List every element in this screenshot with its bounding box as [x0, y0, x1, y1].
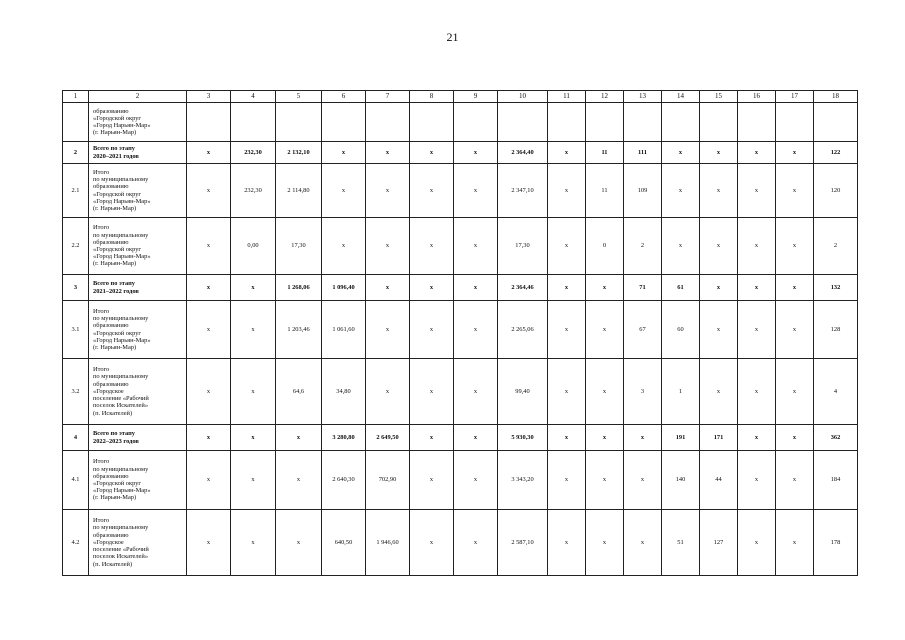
table-cell: [776, 103, 814, 142]
table-cell: 1 268,06: [276, 275, 322, 301]
table-cell: 109: [624, 164, 662, 218]
table-cell: 4: [63, 425, 89, 451]
table-cell: [814, 103, 858, 142]
table-row: [63, 103, 858, 142]
table-cell: 3 280,80: [322, 425, 366, 451]
table-cell: 1: [662, 359, 700, 425]
column-number-6: 6: [322, 91, 366, 103]
row-name-cell: образованию «Городской округ «Город Нарьян-Мар» (г. Нарьян-Мар): [89, 103, 187, 142]
table-cell: х: [454, 275, 498, 301]
table-cell: 34,80: [322, 359, 366, 425]
table-cell: 127: [700, 510, 738, 576]
row-name-cell: Итого по муниципальному образованию «Городской округ «Город Нарьян-Мар» (г. Нарьян-Мар): [89, 451, 187, 510]
table-cell: х: [586, 510, 624, 576]
table-cell: 61: [662, 275, 700, 301]
table-cell: 0: [586, 218, 624, 275]
table-cell: 2 347,10: [498, 164, 548, 218]
table-cell: 3: [63, 275, 89, 301]
table-cell: х: [322, 164, 366, 218]
table-cell: [322, 103, 366, 142]
table-cell: 2: [624, 218, 662, 275]
table-row: [63, 275, 858, 301]
table-cell: х: [231, 359, 276, 425]
table-cell: 2 364,46: [498, 275, 548, 301]
table-cell: х: [366, 359, 410, 425]
table-cell: 2.2: [63, 218, 89, 275]
table-cell: [586, 103, 624, 142]
table-cell: х: [586, 301, 624, 359]
table-cell: 2 640,30: [322, 451, 366, 510]
table-cell: 362: [814, 425, 858, 451]
row-name-cell: Итого по муниципальному образованию «Городское поселение «Рабочий поселок Искателей» (п. Искателей): [89, 359, 187, 425]
table-cell: х: [454, 451, 498, 510]
table-cell: [662, 103, 700, 142]
table-cell: 11: [586, 164, 624, 218]
table-cell: х: [776, 510, 814, 576]
table-cell: х: [454, 301, 498, 359]
table-cell: х: [231, 301, 276, 359]
column-number-10: 10: [498, 91, 548, 103]
table-cell: х: [187, 218, 231, 275]
table-cell: 64,6: [276, 359, 322, 425]
table-cell: х: [776, 451, 814, 510]
table-cell: 17,30: [498, 218, 548, 275]
table-cell: 702,90: [366, 451, 410, 510]
table-cell: х: [776, 301, 814, 359]
table-cell: [700, 103, 738, 142]
column-number-7: 7: [366, 91, 410, 103]
table-cell: 51: [662, 510, 700, 576]
table-cell: [63, 103, 89, 142]
table-cell: 140: [662, 451, 700, 510]
table-cell: х: [700, 142, 738, 164]
row-name-cell: Итого по муниципальному образованию «Городское поселение «Рабочий поселок Искателей» (п. Искателей): [89, 510, 187, 576]
column-number-16: 16: [738, 91, 776, 103]
table-row: [63, 359, 858, 425]
table-cell: х: [738, 275, 776, 301]
column-number-8: 8: [410, 91, 454, 103]
page-number: 21: [446, 30, 459, 44]
table-cell: 2: [63, 142, 89, 164]
table-cell: х: [700, 359, 738, 425]
row-name-cell: Итого по муниципальному образованию «Городской округ «Город Нарьян-Мар» (г. Нарьян-Мар): [89, 164, 187, 218]
table-cell: 178: [814, 510, 858, 576]
table-cell: х: [776, 359, 814, 425]
column-number-5: 5: [276, 91, 322, 103]
table-cell: х: [738, 164, 776, 218]
table-cell: 122: [814, 142, 858, 164]
column-number-4: 4: [231, 91, 276, 103]
table-cell: х: [548, 275, 586, 301]
table-cell: 184: [814, 451, 858, 510]
table-cell: х: [548, 510, 586, 576]
table-cell: х: [187, 301, 231, 359]
table-cell: х: [410, 142, 454, 164]
column-number-11: 11: [548, 91, 586, 103]
table-cell: 5 930,30: [498, 425, 548, 451]
table-cell: 2 114,80: [276, 164, 322, 218]
table-cell: х: [231, 275, 276, 301]
column-number-15: 15: [700, 91, 738, 103]
table-cell: 60: [662, 301, 700, 359]
table-cell: х: [738, 425, 776, 451]
table-cell: х: [187, 425, 231, 451]
table-row: [63, 510, 858, 576]
table-cell: х: [624, 425, 662, 451]
table-cell: х: [276, 451, 322, 510]
table-cell: 191: [662, 425, 700, 451]
table-cell: х: [187, 510, 231, 576]
table-cell: х: [662, 142, 700, 164]
table-cell: 11: [586, 142, 624, 164]
column-number-3: 3: [187, 91, 231, 103]
table-cell: [187, 103, 231, 142]
column-number-1: 1: [63, 91, 89, 103]
column-number-2: 2: [89, 91, 187, 103]
table-cell: 2 649,50: [366, 425, 410, 451]
table-cell: х: [662, 218, 700, 275]
table-cell: 1 946,60: [366, 510, 410, 576]
table-cell: х: [410, 451, 454, 510]
table-cell: х: [776, 142, 814, 164]
table-cell: х: [454, 359, 498, 425]
table-cell: х: [586, 425, 624, 451]
table-row: [63, 164, 858, 218]
table-cell: х: [662, 164, 700, 218]
table-cell: х: [410, 510, 454, 576]
table-cell: х: [410, 218, 454, 275]
data-table: [62, 90, 858, 576]
table-cell: х: [624, 510, 662, 576]
table-cell: 2: [814, 218, 858, 275]
table-cell: х: [700, 301, 738, 359]
header-row: [63, 91, 858, 103]
table-cell: [624, 103, 662, 142]
table-cell: [548, 103, 586, 142]
table-cell: 1 096,40: [322, 275, 366, 301]
row-name-cell: Всего по этапу 2022–2023 годов: [89, 425, 187, 451]
table-cell: х: [454, 510, 498, 576]
table-cell: х: [738, 301, 776, 359]
row-name-cell: Всего по этапу 2020–2021 годов: [89, 142, 187, 164]
table-cell: х: [454, 425, 498, 451]
table-cell: 71: [624, 275, 662, 301]
table-cell: 232,30: [231, 164, 276, 218]
table-row: [63, 451, 858, 510]
table-cell: х: [624, 451, 662, 510]
table-cell: 4: [814, 359, 858, 425]
table-cell: х: [776, 218, 814, 275]
row-name-cell: Итого по муниципальному образованию «Городской округ «Город Нарьян-Мар» (г. Нарьян-Мар): [89, 218, 187, 275]
table-row: [63, 301, 858, 359]
table-cell: х: [738, 218, 776, 275]
table-cell: х: [776, 164, 814, 218]
table-cell: 2 265,06: [498, 301, 548, 359]
table-cell: х: [366, 218, 410, 275]
table-cell: х: [548, 451, 586, 510]
table-cell: х: [322, 142, 366, 164]
table-cell: х: [187, 164, 231, 218]
table-cell: 4.1: [63, 451, 89, 510]
column-number-13: 13: [624, 91, 662, 103]
table-cell: х: [586, 359, 624, 425]
table-cell: 17,30: [276, 218, 322, 275]
table-cell: 132: [814, 275, 858, 301]
column-number-17: 17: [776, 91, 814, 103]
table-cell: 640,50: [322, 510, 366, 576]
table-cell: 67: [624, 301, 662, 359]
table-cell: х: [454, 218, 498, 275]
table-cell: х: [454, 164, 498, 218]
table-cell: [738, 103, 776, 142]
table-cell: х: [322, 218, 366, 275]
column-number-12: 12: [586, 91, 624, 103]
table-cell: 2.1: [63, 164, 89, 218]
table-cell: х: [700, 218, 738, 275]
table-row: [63, 142, 858, 164]
table-cell: 3 343,20: [498, 451, 548, 510]
table-cell: х: [410, 425, 454, 451]
table-cell: [498, 103, 548, 142]
table-cell: х: [231, 510, 276, 576]
table-cell: 3: [624, 359, 662, 425]
table-cell: х: [586, 451, 624, 510]
table-cell: х: [738, 359, 776, 425]
table-cell: х: [738, 451, 776, 510]
table-cell: 2 364,40: [498, 142, 548, 164]
table-cell: х: [586, 275, 624, 301]
table-cell: х: [410, 164, 454, 218]
table-cell: х: [700, 164, 738, 218]
table-cell: 171: [700, 425, 738, 451]
table-cell: х: [548, 218, 586, 275]
table-cell: х: [231, 425, 276, 451]
table-cell: 3.2: [63, 359, 89, 425]
row-name-cell: Всего по этапу 2021–2022 годов: [89, 275, 187, 301]
table-cell: 0,00: [231, 218, 276, 275]
table-cell: х: [738, 142, 776, 164]
table-cell: х: [187, 451, 231, 510]
table-cell: х: [366, 142, 410, 164]
table-cell: 2 132,10: [276, 142, 322, 164]
table-cell: 3.1: [63, 301, 89, 359]
table-cell: х: [548, 359, 586, 425]
table-cell: х: [410, 275, 454, 301]
table-cell: [231, 103, 276, 142]
column-number-18: 18: [814, 91, 858, 103]
table-cell: х: [231, 451, 276, 510]
table-cell: х: [776, 275, 814, 301]
table-cell: [410, 103, 454, 142]
table-cell: х: [700, 275, 738, 301]
table-cell: 1 061,60: [322, 301, 366, 359]
table-cell: х: [738, 510, 776, 576]
table-cell: х: [187, 359, 231, 425]
table-cell: [366, 103, 410, 142]
table-cell: х: [454, 142, 498, 164]
column-number-14: 14: [662, 91, 700, 103]
table-cell: х: [187, 142, 231, 164]
table-cell: х: [276, 510, 322, 576]
table-cell: х: [366, 164, 410, 218]
table-cell: 99,40: [498, 359, 548, 425]
table-row: [63, 425, 858, 451]
table-cell: х: [548, 164, 586, 218]
table-cell: 4.2: [63, 510, 89, 576]
table-cell: 111: [624, 142, 662, 164]
table-cell: 232,30: [231, 142, 276, 164]
table-cell: х: [548, 301, 586, 359]
row-name-cell: Итого по муниципальному образованию «Городской округ «Город Нарьян-Мар» (г. Нарьян-Мар): [89, 301, 187, 359]
table-cell: х: [776, 425, 814, 451]
table-cell: 1 203,46: [276, 301, 322, 359]
table-cell: х: [366, 275, 410, 301]
table-cell: х: [187, 275, 231, 301]
table-cell: х: [410, 301, 454, 359]
table-cell: х: [276, 425, 322, 451]
table-cell: х: [548, 142, 586, 164]
table-cell: 120: [814, 164, 858, 218]
table-cell: 2 587,10: [498, 510, 548, 576]
table-cell: 128: [814, 301, 858, 359]
column-number-9: 9: [454, 91, 498, 103]
table-cell: х: [366, 301, 410, 359]
table-cell: х: [548, 425, 586, 451]
table-cell: [276, 103, 322, 142]
table-cell: [454, 103, 498, 142]
table-cell: х: [410, 359, 454, 425]
table-cell: 44: [700, 451, 738, 510]
table-row: [63, 218, 858, 275]
